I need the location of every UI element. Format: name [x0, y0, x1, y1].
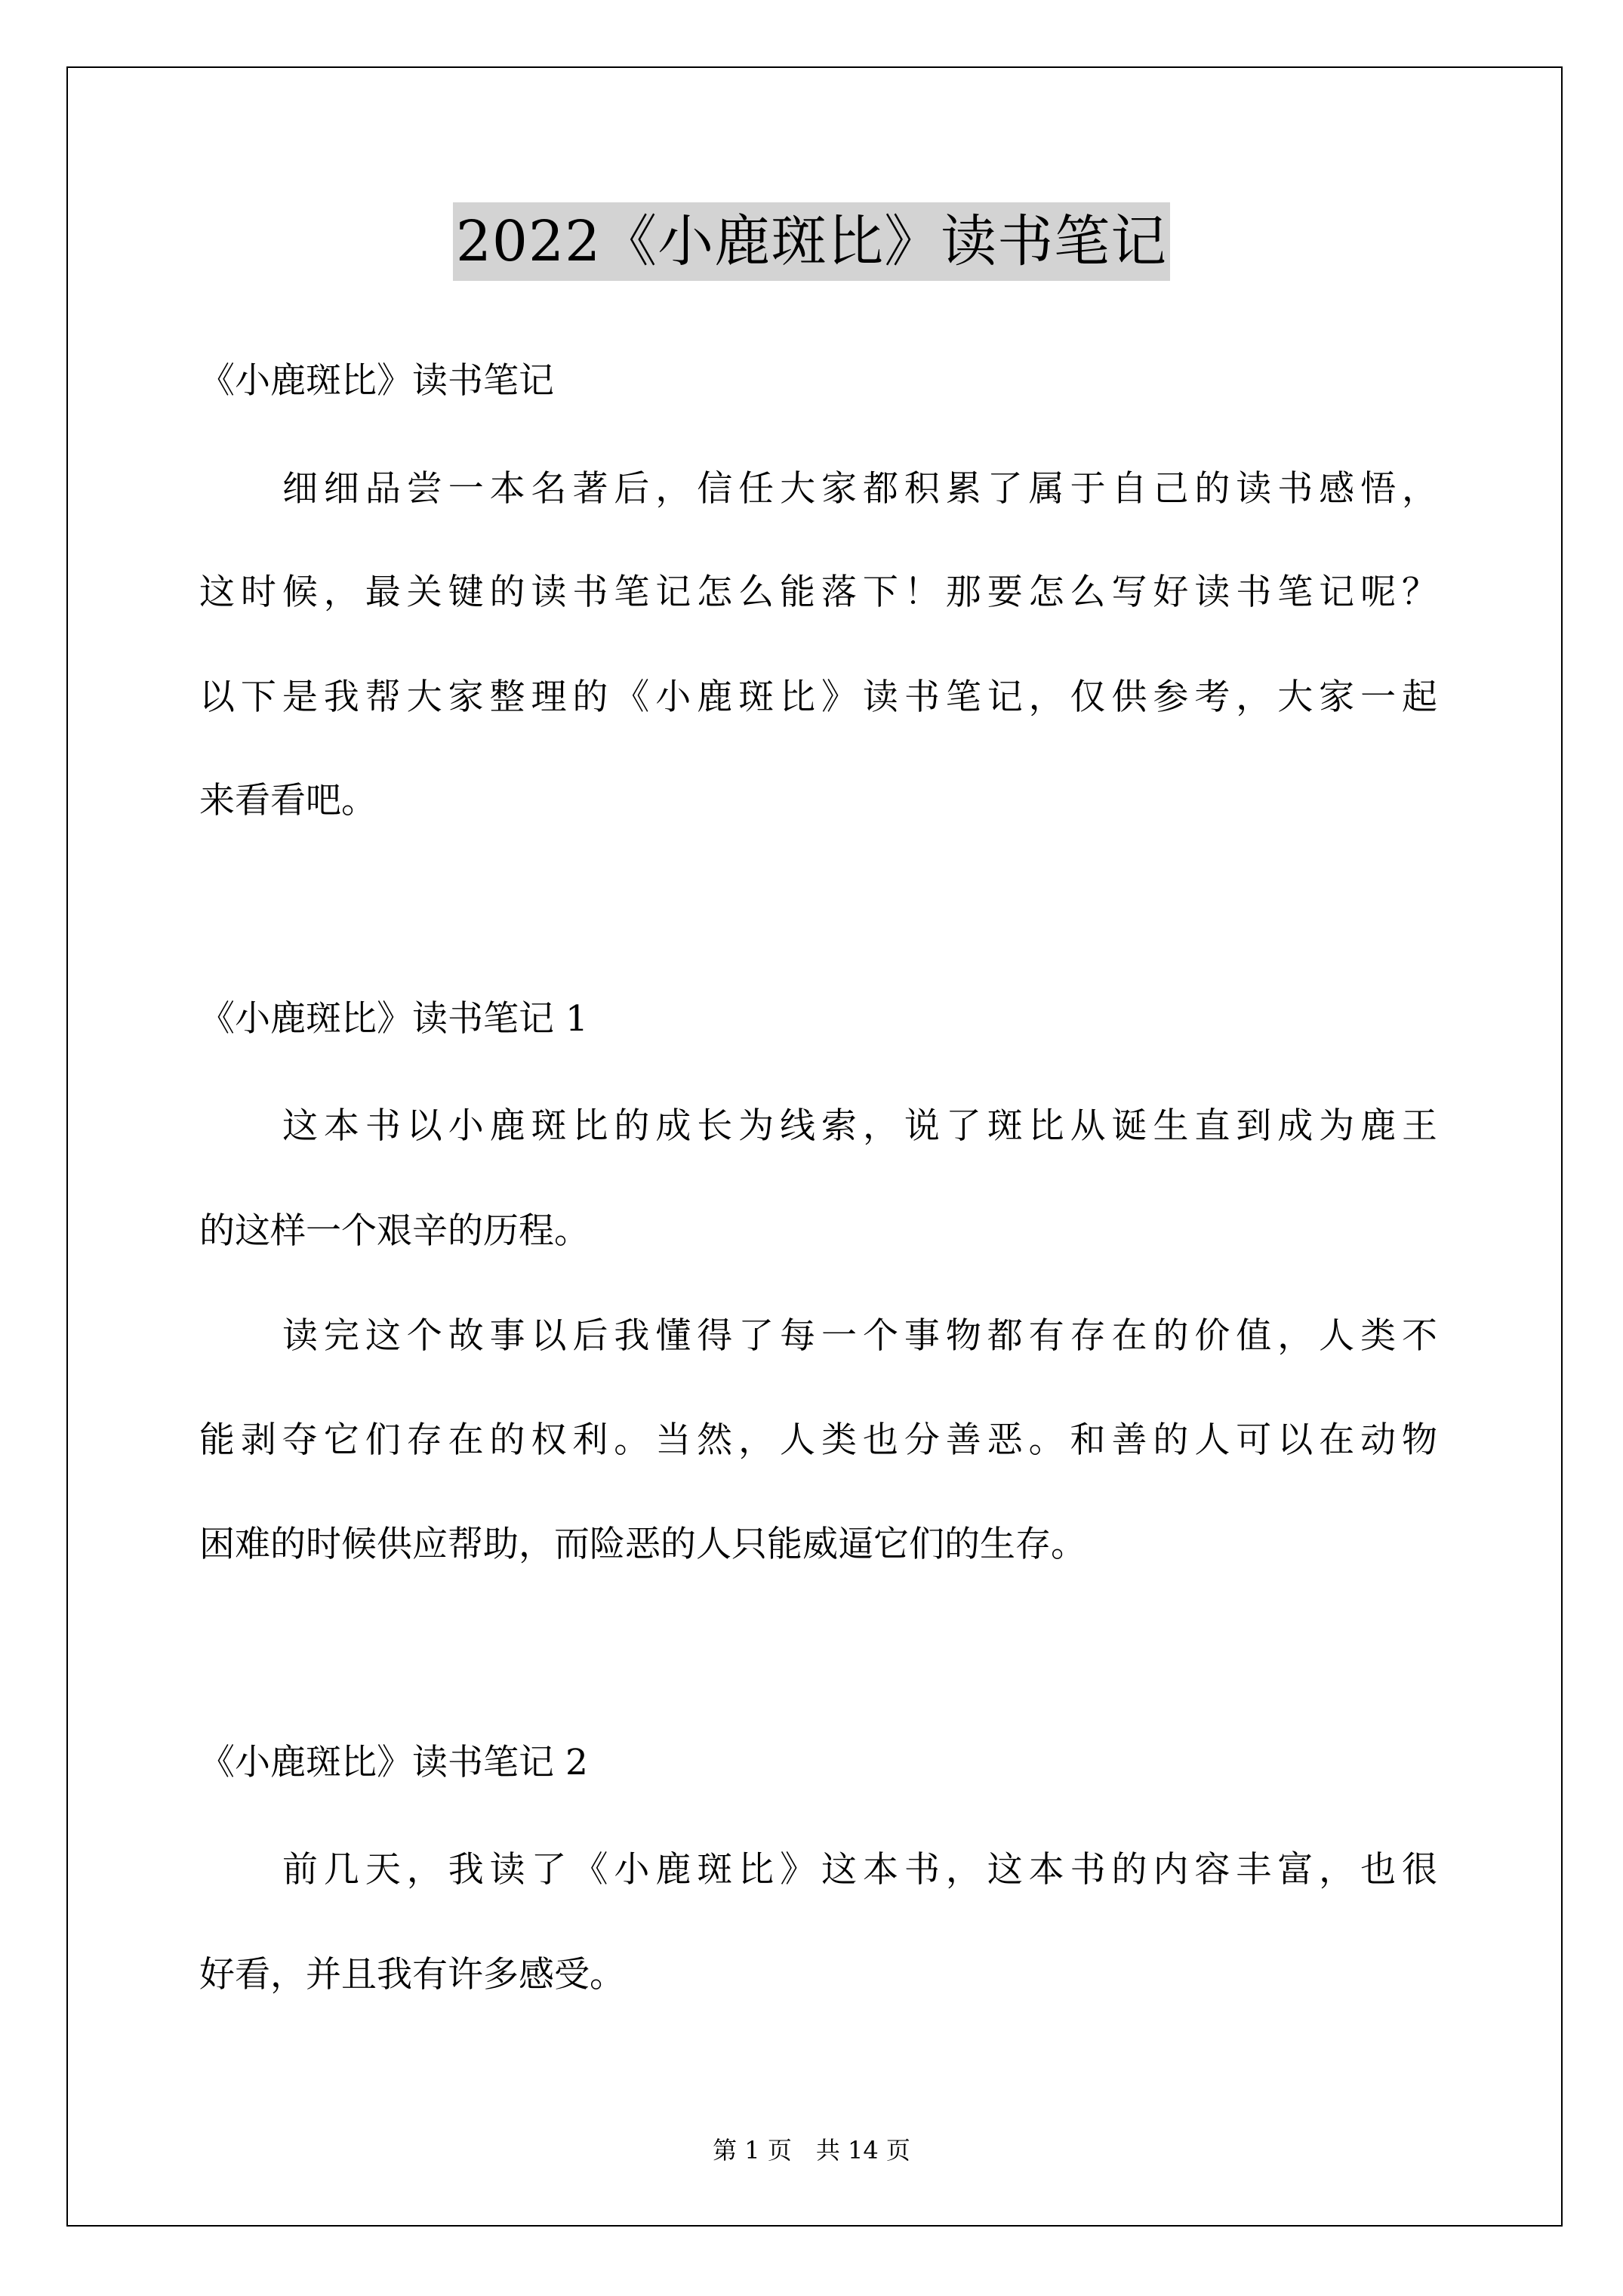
section1-p1-line-2: 的这样一个艰辛的历程。	[199, 1210, 590, 1252]
intro-line-3: 以下是我帮大家整理的《小鹿斑比》读书笔记，仅供参考，大家一起	[199, 676, 1437, 718]
intro-line-4: 来看看吧。	[199, 780, 377, 821]
page-footer: 第 1 页 共 14 页	[713, 2136, 910, 2165]
section1-p2-line-2: 能剥夺它们存在的权利。当然，人类也分善恶。和善的人可以在动物	[199, 1419, 1437, 1461]
section2-p1-line-1: 前几天，我读了《小鹿斑比》这本书，这本书的内容丰富，也很	[282, 1849, 1437, 1891]
section2-heading: 《小鹿斑比》读书笔记 2	[199, 1742, 588, 1783]
document-title: 2022《小鹿斑比》读书笔记	[453, 202, 1170, 281]
intro-line-2: 这时候，最关键的读书笔记怎么能落下！那要怎么写好读书笔记呢？	[199, 572, 1437, 613]
section2-p1-line-2: 好看，并且我有许多感受。	[199, 1954, 625, 1996]
section1-p1-line-1: 这本书以小鹿斑比的成长为线索，说了斑比从诞生直到成为鹿王	[282, 1105, 1437, 1147]
section1-heading: 《小鹿斑比》读书笔记 1	[199, 998, 588, 1040]
intro-line-1: 细细品尝一本名著后，信任大家都积累了属于自己的读书感悟，	[282, 468, 1437, 510]
title-container	[0, 202, 1623, 281]
intro-heading: 《小鹿斑比》读书笔记	[199, 360, 554, 402]
section1-p2-line-3: 困难的时候供应帮助，而险恶的人只能威逼它们的生存。	[199, 1524, 1086, 1565]
section1-p2-line-1: 读完这个故事以后我懂得了每一个事物都有存在的价值，人类不	[282, 1315, 1437, 1357]
